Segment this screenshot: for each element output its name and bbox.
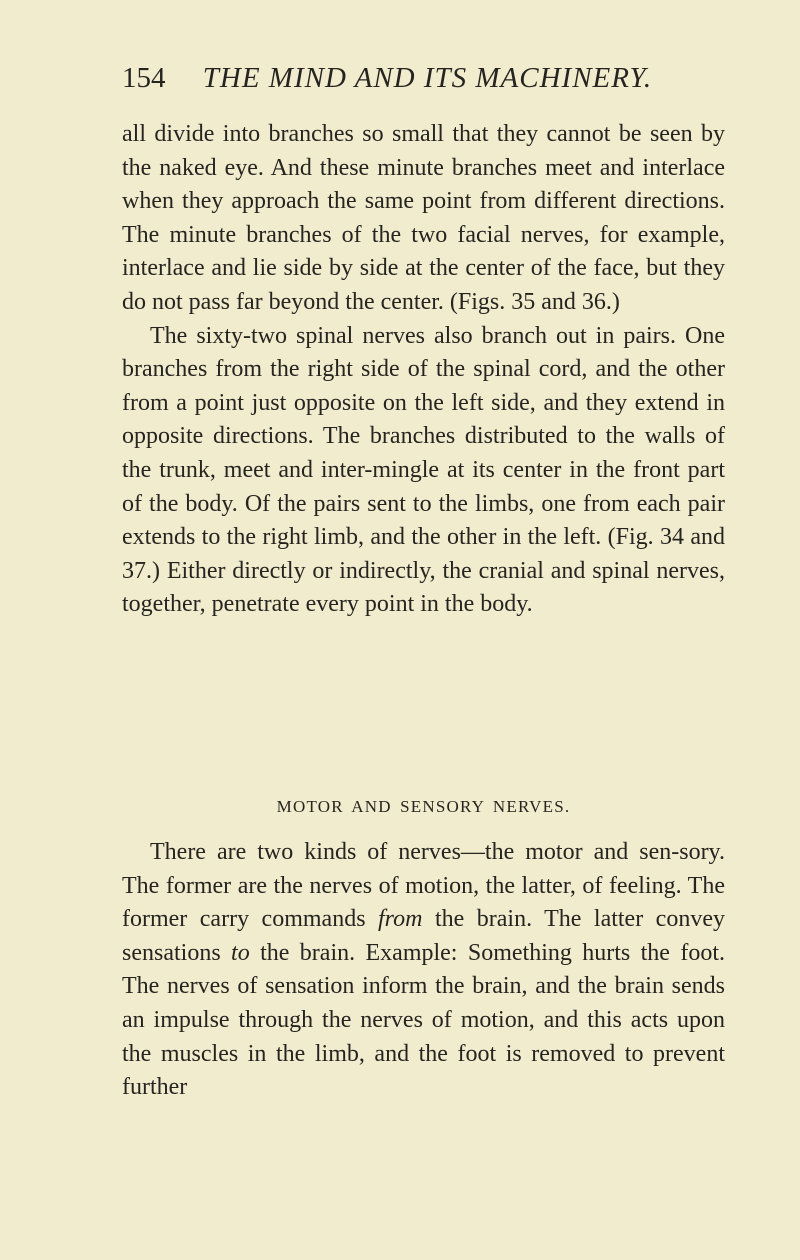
page-header (122, 58, 722, 98)
text-run: the brain. Example: Something hurts the foot. The nerves of sensation inform the brain, and the brain sends an impulse through the nerves of motion, and this acts upon the muscles in the limb, and the foot is removed to prevent further (122, 939, 725, 1101)
body-text-top (122, 118, 725, 622)
text-run: There are two kinds of nerves—the motor and sen-sory. The former are the nerves of motion, the latter, of feeling. The former carry commands (122, 839, 725, 933)
body-text-bottom (122, 836, 725, 1105)
text-run: the brain. The latter convey sensations (122, 906, 725, 966)
paragraph-spinal-nerves: The sixty-two spinal nerves also branch out in pairs. One branches from the right side of the spinal cord, and the other from a point just opposite on the left side, and they extend in opposite directions. The branches distributed to the walls of the trunk, meet and inter-mingle at its center in the front part of the body. Of the pairs sent to the limbs, one from each pair extends to the right limb, and the other in the left. (Fig. 34 and 37.) Either directly or indirectly, the cranial and spinal nerves, together, penetrate every point in the body. (122, 322, 725, 618)
running-title: THE MIND AND ITS MACHINERY. (202, 62, 653, 94)
paragraph-continuation: all divide into branches so small that they cannot be seen by the naked eye. And these minute branches meet and interlace when they approach the same point from different directions. The minute branches of the two facial nerves, for example, interlace and lie side by side at the center of the face, but they do not pass far beyond the center. (Figs. 35 and 36.) (122, 121, 725, 315)
italic-run: from (378, 906, 423, 933)
italic-run: to (231, 939, 250, 966)
page-number: 154 (122, 62, 166, 94)
paragraph-motor-sensory (122, 836, 725, 1105)
section-heading: MOTOR AND SENSORY NERVES. (276, 797, 571, 816)
